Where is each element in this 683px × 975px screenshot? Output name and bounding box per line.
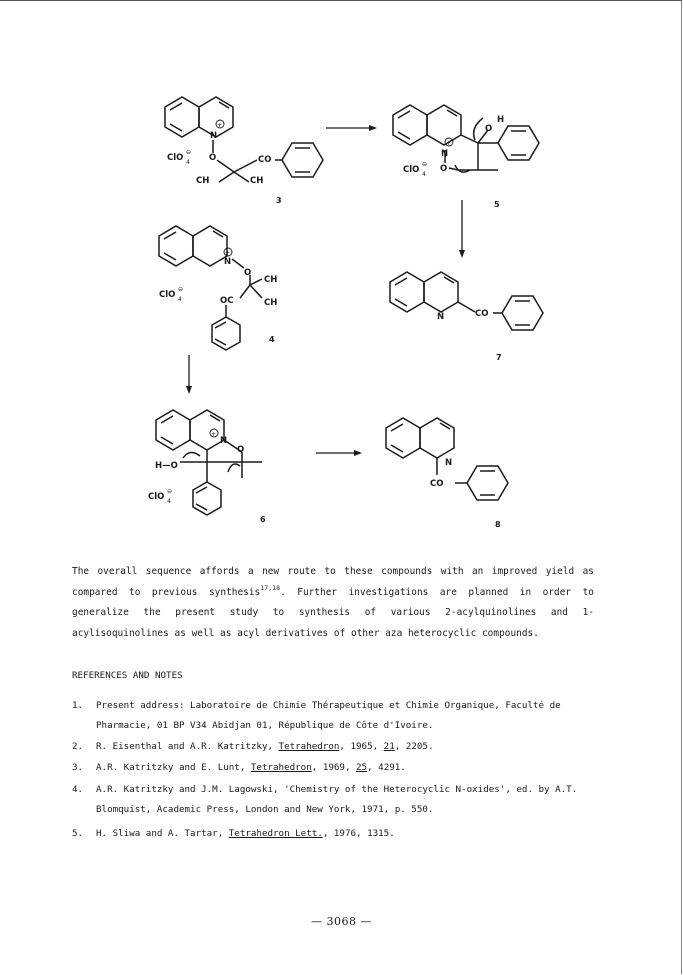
reference-authors: H. Sliwa and A. Tartar,: [96, 828, 229, 839]
compound-6-o-label: O: [237, 445, 245, 455]
references-heading: REFERENCES AND NOTES: [72, 670, 183, 681]
compound-3-co-label: CO: [258, 155, 272, 165]
compound-7-co-label: CO: [475, 309, 489, 319]
compound-6-number: 6: [260, 515, 266, 524]
arrow-3-to-5: [326, 125, 377, 131]
compound-4-oc-label: OC: [220, 296, 234, 306]
compound-4-ch3-bottom: CH: [264, 298, 278, 308]
reference-text: A.R. Katritzky and J.M. Lagowski, 'Chemistry of the Heterocyclic N-oxides', ed. by A.T. Blomquist, Academic Press, London and New York, 1971, p. 550.: [96, 784, 578, 815]
paragraph-part-1: The overall sequence affords a new route to these compounds with an improved yield as compared to previous synthesis: [72, 566, 594, 598]
compound-6-clo4-label: ClO: [148, 492, 165, 502]
arrow-5-to-7: [459, 200, 465, 258]
compound-7-structure: [390, 272, 543, 330]
compound-6-ho-label: H—O: [155, 461, 178, 471]
compound-3-o-label: O: [209, 153, 217, 163]
reference-authors: A.R. Katritzky and E. Lunt,: [96, 762, 251, 773]
compound-4-n-label: N: [224, 257, 232, 267]
reference-journal: Tetrahedron: [250, 762, 312, 773]
compound-5-clo4-sub: 4: [422, 171, 426, 178]
paragraph-part-2: . Further investigations are planned in order to generalize the present study to synthesis of various 2-acylquinolines and 1-acylisoquinolines as well as acyl derivatives of other aza heterocyclic compounds.: [72, 586, 594, 639]
compound-4-structure: [159, 226, 262, 350]
reference-year: , 1969,: [311, 762, 357, 773]
reference-year: , 1976, 1315.: [322, 828, 395, 839]
compound-3-clo4-label: ClO: [167, 153, 184, 163]
compound-5-clo4-label: ClO: [403, 165, 420, 175]
compound-3-clo4-charge: ⊖: [186, 149, 192, 156]
reference-pages: , 4291.: [367, 762, 406, 773]
compound-3-structure: [165, 97, 323, 182]
compound-4-ch3-top: CH: [264, 275, 278, 285]
compound-8-co-label: CO: [430, 479, 444, 489]
compound-3-clo4-sub: 4: [186, 159, 190, 166]
compound-3-number: 3: [276, 196, 282, 205]
compound-3-n-label: N: [210, 131, 218, 141]
reference-number: 3.: [72, 762, 84, 773]
compound-4-clo4-sub: 4: [178, 296, 182, 303]
compound-6-n-label: N: [220, 436, 228, 446]
compound-4-number: 4: [269, 335, 275, 344]
reference-authors: R. Eisenthal and A.R. Katritzky,: [96, 741, 279, 752]
page-number: — 3068 —: [311, 915, 372, 928]
compound-5-clo4-charge: ⊖: [422, 161, 428, 168]
compound-7-n-label: N: [437, 312, 445, 322]
arrow-4-to-6: [186, 355, 192, 394]
compound-8-n-label: N: [445, 458, 453, 468]
compound-6-clo4-charge: ⊖: [167, 488, 173, 495]
compound-5-o2-label: O: [440, 164, 448, 174]
compound-3-ch3-left: CH: [196, 176, 210, 186]
compound-5-n-charge: +: [446, 140, 452, 147]
body-paragraph: [72, 562, 594, 644]
compound-6-clo4-sub: 4: [167, 498, 171, 505]
compound-5-structure: [393, 105, 539, 172]
compound-3-ch3-right: CH: [250, 176, 264, 186]
compound-3-n-charge: +: [217, 122, 223, 129]
compound-4-clo4-label: ClO: [159, 290, 176, 300]
arrow-6-to-8: [316, 450, 362, 456]
compound-5-number: 5: [494, 200, 500, 209]
compound-7-number: 7: [496, 353, 502, 362]
reference-number: 4.: [72, 784, 84, 795]
compound-8-number: 8: [495, 520, 501, 529]
reference-pages: , 2205.: [394, 741, 434, 752]
compound-4-clo4-charge: ⊖: [178, 286, 184, 293]
compound-5-h-label: H: [497, 115, 505, 125]
reference-text: Present address: Laboratoire de Chimie Thérapeutique et Chimie Organique, Faculté de Pharmacie, 01 BP V34 Abidjan 01, République de Côte d'Ivoire.: [96, 700, 561, 731]
reference-number: 2.: [72, 741, 84, 752]
reference-journal: Tetrahedron: [278, 741, 340, 752]
compound-5-n-label: N: [441, 149, 449, 159]
compound-4-o-label: O: [244, 268, 252, 278]
reference-volume: 21: [383, 741, 395, 752]
reference-number: 1.: [72, 700, 84, 711]
compound-5-o-label: O: [485, 124, 493, 134]
reference-number: 5.: [72, 828, 84, 839]
reference-volume: 25: [356, 762, 368, 773]
compound-4-n-charge: +: [225, 250, 231, 257]
compound-6-n-charge: +: [211, 431, 217, 438]
reference-journal: Tetrahedron Lett.: [228, 828, 323, 839]
reference-year: , 1965,: [339, 741, 384, 752]
citation-superscript: 17,18: [260, 583, 281, 592]
